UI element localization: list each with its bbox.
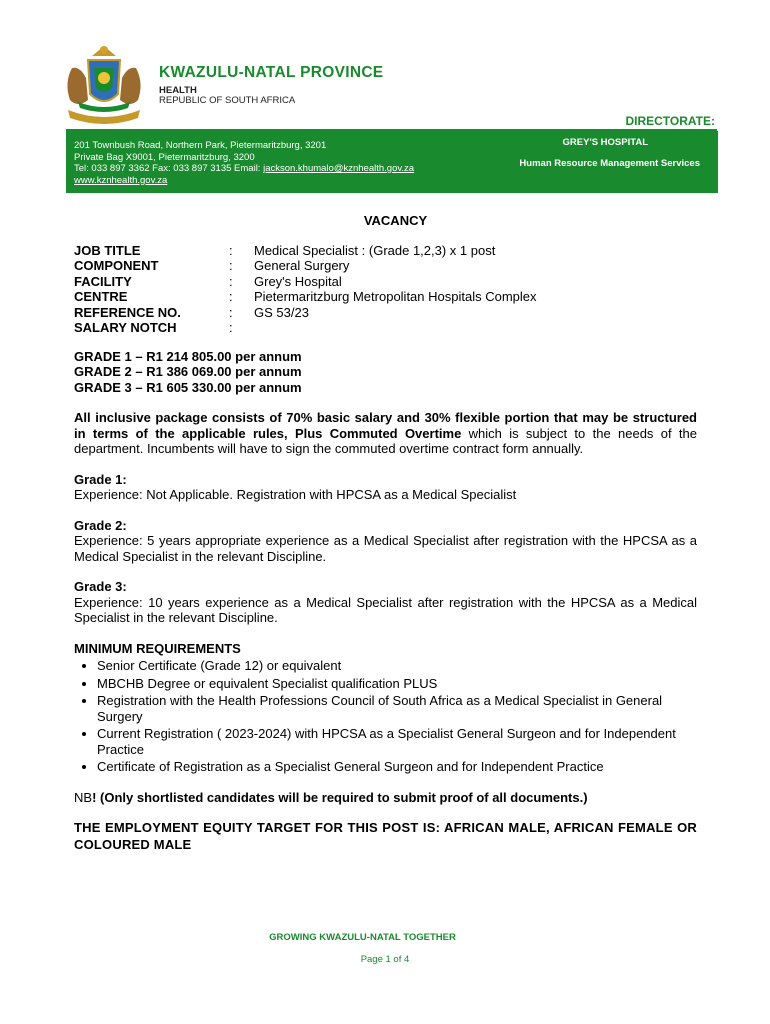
postal-line: Private Bag X9001, Pietermaritzburg, 3200: [74, 151, 255, 163]
equity-statement: THE EMPLOYMENT EQUITY TARGET FOR THIS POST IS: AFRICAN MALE, AFRICAN FEMALE OR COLOURED MALE: [74, 820, 697, 852]
grade-2-block: [74, 518, 697, 565]
field-row: JOB TITLE : Medical Specialist : (Grade 1,2,3) x 1 post: [74, 242, 496, 258]
salary-line: GRADE 1 – R1 214 805.00 per annum: [74, 348, 302, 364]
website-link[interactable]: www.kznhealth.gov.za: [74, 174, 168, 186]
list-item: • Certificate of Registration as a Specialist General Surgeon and for Independent Practice: [97, 759, 697, 775]
vacancy-title: VACANCY: [363, 213, 428, 228]
grade-text: Experience: 5 years appropriate experience as a Medical Specialist after registration with the HPCSA as a Medical Specialist in the relevant Discipline.: [74, 533, 697, 564]
field-label: FACILITY: [74, 273, 132, 289]
page-number: Page 1 of 4: [360, 954, 410, 965]
department-name: HEALTH: [159, 85, 197, 96]
field-row: REFERENCE NO. : GS 53/23: [74, 304, 309, 320]
requirements-block: [74, 641, 697, 775]
directorate-label: DIRECTORATE:: [625, 114, 715, 128]
province-title: KWAZULU-NATAL PROVINCE: [159, 64, 384, 81]
list-item: • Current Registration ( 2023-2024) with HPCSA as a Specialist General Surgeon and for Independent Practice: [97, 726, 697, 757]
package-bold: All inclusive package consists of 70% basic salary and 30% flexible portion that may be structured in terms of the applicable rules, Plus Commuted Overtime: [74, 410, 697, 441]
vacancy-content: [74, 213, 697, 853]
list-item: • Registration with the Health Professions Council of South Africa as a Medical Specialist in General Surgery: [97, 693, 697, 724]
hospital-name: GREY'S HOSPITAL: [562, 137, 648, 148]
grade-1-block: [74, 472, 697, 503]
list-item: • Senior Certificate (Grade 12) or equivalent: [97, 658, 697, 674]
unit-name: Human Resource Management Services: [519, 158, 700, 169]
field-value: General Surgery: [254, 258, 350, 273]
contact-line: [74, 163, 414, 175]
nb-prefix: NB: [74, 789, 93, 805]
contact-numbers: Tel: 033 897 3362 Fax: 033 897 3135 Email:: [74, 163, 264, 174]
grade-heading: Grade 3:: [74, 579, 127, 594]
grade-text: Experience: 10 years experience as a Medical Specialist after registration with the HPCSA as a Medical Specialist in the relevant Discipline.: [74, 594, 697, 625]
salary-line: GRADE 2 – R1 386 069.00 per annum: [74, 364, 302, 379]
package-paragraph: [74, 410, 697, 457]
grade-text: Experience: Not Applicable. Registration with HPCSA as a Medical Specialist: [74, 487, 517, 502]
field-label: JOB TITLE: [74, 242, 141, 258]
field-row: COMPONENT : General Surgery: [74, 258, 350, 273]
field-row: FACILITY : Grey's Hospital: [74, 273, 342, 289]
republic-name: REPUBLIC OF SOUTH AFRICA: [159, 95, 296, 106]
address-block: [74, 140, 414, 186]
requirements-heading: MINIMUM REQUIREMENTS: [74, 640, 241, 656]
nb-text: ! (Only shortlisted candidates will be required to submit proof of all documents.): [92, 789, 588, 805]
grade-heading: Grade 2:: [74, 517, 127, 533]
address-line: 201 Townbush Road, Northern Park, Pietermaritzburg, 3201: [74, 140, 327, 151]
list-item: • MBCHB Degree or equivalent Specialist qualification PLUS: [97, 676, 697, 692]
salary-grades: [74, 349, 697, 396]
grade-heading: Grade 1:: [74, 471, 127, 487]
field-value: Medical Specialist : (Grade 1,2,3) x 1 post: [254, 242, 496, 258]
field-value: Pietermaritzburg Metropolitan Hospitals Complex: [254, 289, 537, 304]
requirements-list: [74, 658, 697, 775]
nb-note: [74, 790, 697, 806]
field-value: Grey's Hospital: [254, 273, 342, 289]
vacancy-fields: [74, 243, 697, 336]
field-label: CENTRE: [74, 289, 128, 304]
salary-line: GRADE 3 – R1 605 330.00 per annum: [74, 379, 302, 395]
field-label: SALARY NOTCH: [74, 320, 177, 335]
field-row: SALARY NOTCH :: [74, 320, 233, 335]
email-link[interactable]: jackson.khumalo@kznhealth.gov.za: [263, 163, 415, 174]
header-banner: [66, 131, 718, 193]
field-label: REFERENCE NO.: [74, 304, 181, 320]
grade-3-block: [74, 579, 697, 626]
coat-of-arms-logo: [54, 38, 154, 128]
package-rest: which is subject to the needs of the department. Incumbents will have to sign the commuted overtime contract form annually.: [74, 425, 697, 456]
field-value: GS 53/23: [254, 304, 309, 320]
footer-slogan: GROWING KWAZULU-NATAL TOGETHER: [269, 932, 456, 943]
field-label: COMPONENT: [74, 258, 159, 273]
field-row: CENTRE : Pietermaritzburg Metropolitan Hospitals Complex: [74, 289, 537, 304]
